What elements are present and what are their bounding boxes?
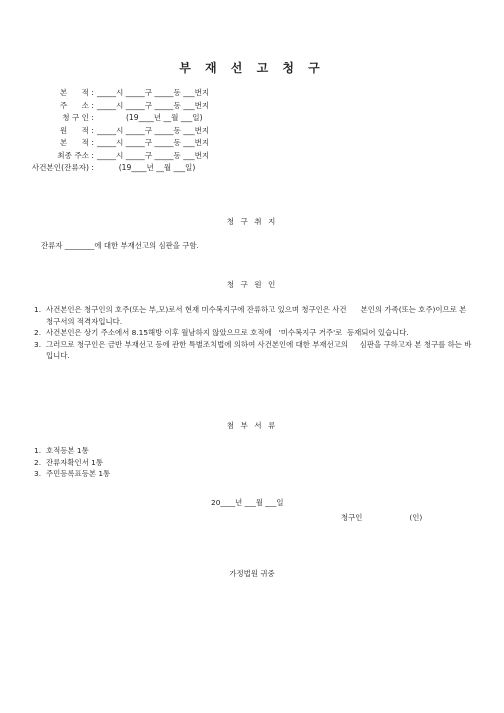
list-item xyxy=(34,304,474,327)
info-label: 본 적 : xyxy=(59,138,94,147)
party-info xyxy=(31,87,210,175)
info-value: _____시 _____구 _____동 ___번지 xyxy=(97,100,210,110)
info-row xyxy=(34,87,209,100)
info-label: 본 적 : xyxy=(59,88,94,97)
item-text: 호적등본 1통 xyxy=(46,446,89,455)
subject-value: (19____년 __월 ___일) xyxy=(97,163,196,172)
item-number: 1. xyxy=(34,305,42,314)
info-value: _____시 _____구 _____동 ___번지 xyxy=(97,150,210,160)
info-label: 청 구 인 : xyxy=(62,113,94,122)
signature-line: 청구인 (인) xyxy=(341,513,423,522)
info-row xyxy=(34,112,209,125)
item-text: 잔류자확인서 1통 xyxy=(46,457,104,467)
info-row xyxy=(34,137,209,150)
item-number: 3. xyxy=(34,469,42,479)
item-text: 그러므로 청구인은 금반 부재선고 등에 관한 특별조치법에 의하여 사건본인에 대한 부재선고의 심판을 구하고자 본 청구를 하는 바입니다. xyxy=(46,339,472,361)
attachments-list xyxy=(34,445,474,480)
date-line: 20____년 ___월 ___일 xyxy=(211,498,284,507)
list-item xyxy=(34,468,474,480)
info-label: 최종 주소 : xyxy=(57,150,94,160)
info-value: (19____년 __월 ___일) xyxy=(97,113,203,122)
info-value: _____시 _____구 _____동 ___번지 xyxy=(97,125,210,135)
item-text: 주민등록표등본 1통 xyxy=(46,469,111,479)
subject-label: 사건본인(잔류자) : xyxy=(31,163,94,172)
item-number: 2. xyxy=(34,328,42,338)
info-value: _____시 _____구 _____동 ___번지 xyxy=(97,88,210,97)
item-number: 2. xyxy=(34,457,42,467)
info-row xyxy=(34,100,209,113)
info-value: _____시 _____구 _____동 ___번지 xyxy=(97,138,210,147)
cause-list xyxy=(34,304,474,362)
list-item xyxy=(34,445,474,457)
document-title: 부 재 선 고 청 구 xyxy=(179,61,325,75)
purpose-heading: 청 구 취 지 xyxy=(226,217,278,226)
item-text: 사건본인은 상기 주소에서 8.15해방 이후 월남하지 않았으므로 호적에 '미수복지구 거주'로 등재되어 있습니다. xyxy=(46,328,409,338)
list-item xyxy=(34,339,474,362)
list-item xyxy=(34,457,474,469)
subject-row xyxy=(0,162,209,175)
purpose-text: 잔류자 ________에 대한 부재선고의 심판을 구함. xyxy=(41,241,199,250)
court-name: 가정법원 귀중 xyxy=(229,569,275,578)
item-text: 사건본인은 청구인의 호주(또는 부,모)로서 현재 미수복지구에 잔류하고 있으며 청구인은 사건 본인의 가족(또는 호주)이므로 본 청구서의 적격자입니다. xyxy=(46,305,469,326)
list-item xyxy=(34,327,474,339)
info-row xyxy=(34,150,209,163)
item-number: 3. xyxy=(34,339,42,349)
attachments-heading: 첨 부 서 류 xyxy=(226,421,278,430)
info-row xyxy=(34,125,209,138)
item-number: 1. xyxy=(34,446,42,455)
cause-heading: 청 구 원 인 xyxy=(226,280,278,289)
info-label: 주 소 : xyxy=(59,100,94,110)
info-label: 원 적 : xyxy=(59,125,94,135)
